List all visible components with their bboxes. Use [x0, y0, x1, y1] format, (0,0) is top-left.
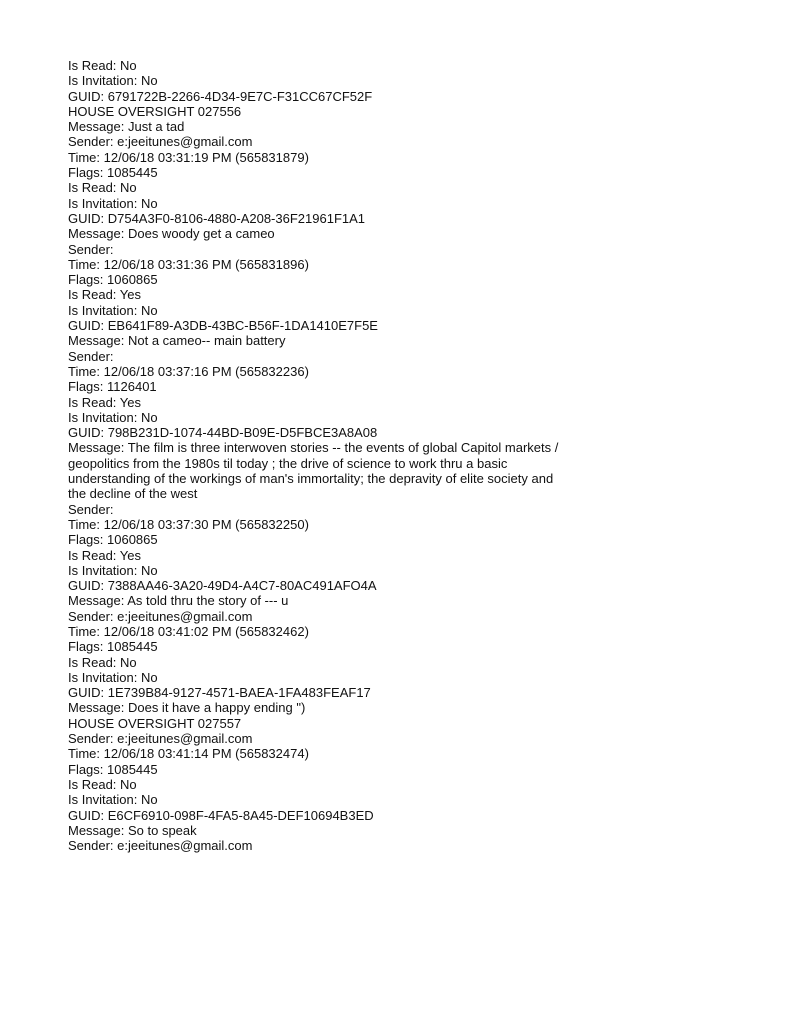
text-line: geopolitics from the 1980s til today ; the drive of science to work thru a basic [68, 455, 508, 471]
text-line: Sender: e:jeeitunes@gmail.com [68, 134, 253, 150]
text-line: Is Invitation: No [68, 409, 158, 425]
text-line: Message: Does it have a happy ending ") [68, 700, 306, 716]
text-line: HOUSE OVERSIGHT 027556 [68, 103, 242, 119]
text-line: Is Read: Yes [68, 394, 141, 410]
text-line: Is Invitation: No [68, 562, 158, 578]
text-line: GUID: 6791722B-2266-4D34-9E7C-F31CC67CF52F [68, 88, 373, 104]
text-line: Time: 12/06/18 03:31:36 PM (565831896) [68, 256, 309, 272]
text-line: GUID: 798B231D-1074-44BD-B09E-D5FBCE3A8A08 [68, 425, 378, 441]
text-line: Is Read: No [68, 180, 137, 196]
text-line: GUID: E6CF6910-098F-4FA5-8A45-DEF10694B3ED [68, 807, 374, 823]
text-line: HOUSE OVERSIGHT 027557 [68, 715, 242, 731]
text-line: Is Read: No [68, 58, 137, 73]
text-line: Message: The film is three interwoven stories -- the events of global Capitol markets / [68, 440, 559, 456]
text-line: Time: 12/06/18 03:41:14 PM (565832474) [68, 746, 309, 762]
text-line: GUID: 1E739B84-9127-4571-BAEA-1FA483FEAF17 [68, 685, 371, 701]
document-body [68, 58, 668, 853]
text-line: Flags: 1060865 [68, 272, 158, 288]
text-line: Message: Just a tad [68, 119, 185, 135]
text-line: Sender: e:jeeitunes@gmail.com [68, 731, 253, 747]
text-line: Sender: e:jeeitunes@gmail.com [68, 608, 253, 624]
text-line: Is Invitation: No [68, 792, 158, 808]
text-line: Message: So to speak [68, 822, 197, 838]
text-line: Sender: [68, 348, 114, 364]
text-line: Is Read: Yes [68, 547, 141, 563]
text-line: Is Read: Yes [68, 287, 141, 303]
text-line: Is Invitation: No [68, 195, 158, 211]
text-line: Time: 12/06/18 03:41:02 PM (565832462) [68, 623, 309, 639]
text-line: Message: As told thru the story of --- u [68, 593, 289, 609]
text-line: Is Read: No [68, 654, 137, 670]
text-line: Is Read: No [68, 776, 137, 792]
text-line: Is Invitation: No [68, 302, 158, 318]
text-line: Sender: e:jeeitunes@gmail.com [68, 838, 253, 854]
text-line: understanding of the workings of man's immortality; the depravity of elite society and [68, 471, 554, 487]
text-line: Sender: [68, 241, 114, 257]
text-line: Message: Does woody get a cameo [68, 226, 275, 242]
text-line: Flags: 1060865 [68, 532, 158, 548]
text-line: Sender: [68, 501, 114, 517]
text-line: Time: 12/06/18 03:31:19 PM (565831879) [68, 149, 309, 165]
text-line: Time: 12/06/18 03:37:30 PM (565832250) [68, 516, 309, 532]
text-line: Flags: 1085445 [68, 639, 158, 655]
text-line: Is Invitation: No [68, 669, 158, 685]
text-line: the decline of the west [68, 486, 198, 502]
text-line: Flags: 1085445 [68, 165, 158, 181]
text-line: Flags: 1126401 [68, 379, 157, 395]
text-line: GUID: D754A3F0-8106-4880-A208-36F21961F1A1 [68, 210, 366, 226]
text-line: GUID: EB641F89-A3DB-43BC-B56F-1DA1410E7F5E [68, 318, 378, 334]
text-line: Is Invitation: No [68, 73, 158, 89]
text-line: Message: Not a cameo-- main battery [68, 333, 286, 349]
text-line: Time: 12/06/18 03:37:16 PM (565832236) [68, 363, 309, 379]
text-line: GUID: 7388AA46-3A20-49D4-A4C7-80AC491AFO4A [68, 578, 377, 594]
text-line: Flags: 1085445 [68, 761, 158, 777]
